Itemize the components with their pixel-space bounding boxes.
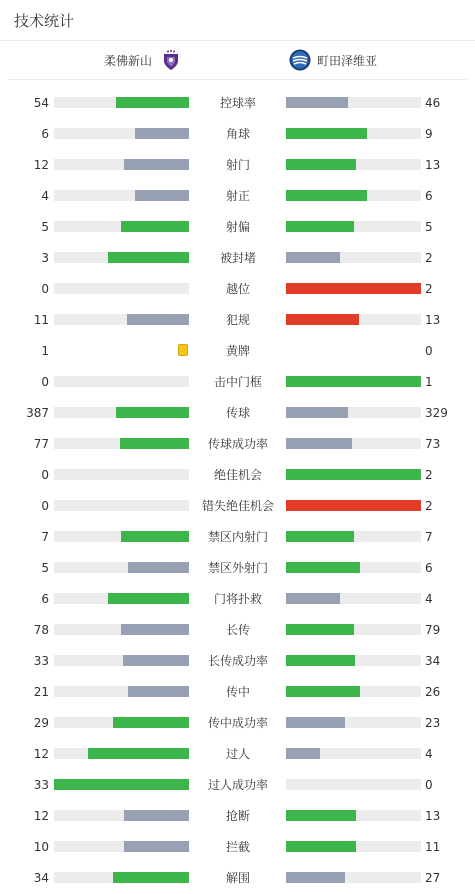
stat-row xyxy=(0,88,475,119)
away-bar-track xyxy=(286,283,421,294)
home-bar-track xyxy=(54,748,189,759)
page-title: 技术统计 xyxy=(14,11,75,30)
stat-row xyxy=(0,801,475,832)
home-value: 54 xyxy=(33,96,49,110)
yellow-card-icon xyxy=(178,344,188,356)
away-bar-fill xyxy=(286,748,320,759)
away-bar-fill xyxy=(286,624,354,635)
away-value: 27 xyxy=(425,871,441,885)
away-bar-track xyxy=(286,438,421,449)
home-value: 33 xyxy=(33,654,49,668)
home-bar-track xyxy=(54,407,189,418)
away-bar-track xyxy=(286,97,421,108)
home-value: 387 xyxy=(26,406,49,420)
home-value: 11 xyxy=(33,313,49,327)
away-value: 7 xyxy=(425,530,433,544)
away-bar-fill xyxy=(286,221,354,232)
home-bar-fill xyxy=(128,686,189,697)
away-bar-fill xyxy=(286,252,340,263)
away-value: 2 xyxy=(425,468,433,482)
home-bar-fill xyxy=(128,562,189,573)
home-bar-track xyxy=(54,128,189,139)
home-bar-track xyxy=(54,872,189,883)
home-bar-fill xyxy=(123,655,189,666)
home-bar-fill xyxy=(54,779,189,790)
home-bar-track xyxy=(54,97,189,108)
away-bar-track xyxy=(286,593,421,604)
away-team[interactable] xyxy=(289,41,377,79)
stat-label: 越位 xyxy=(225,282,250,296)
away-bar-track xyxy=(286,469,421,480)
away-bar-track xyxy=(286,624,421,635)
home-value: 1 xyxy=(41,344,49,358)
stat-label: 绝佳机会 xyxy=(213,468,262,482)
stat-row xyxy=(0,212,475,243)
home-value: 77 xyxy=(33,437,49,451)
stat-row xyxy=(0,243,475,274)
away-bar-track xyxy=(286,159,421,170)
home-bar-fill xyxy=(121,531,189,542)
stat-row xyxy=(0,584,475,615)
stat-label: 传球成功率 xyxy=(207,437,268,451)
home-team[interactable] xyxy=(104,41,182,79)
home-value: 0 xyxy=(41,468,49,482)
home-bar-track xyxy=(54,314,189,325)
home-bar-track xyxy=(54,500,189,511)
home-value: 12 xyxy=(33,158,49,172)
home-bar-fill xyxy=(127,314,189,325)
away-team-crest-icon xyxy=(289,49,311,71)
away-bar-fill xyxy=(286,407,348,418)
home-bar-fill xyxy=(135,190,189,201)
home-value: 4 xyxy=(41,189,49,203)
away-bar-track xyxy=(286,872,421,883)
stat-row xyxy=(0,150,475,181)
away-value: 23 xyxy=(425,716,441,730)
home-bar-fill xyxy=(108,593,189,604)
away-bar-fill xyxy=(286,376,421,387)
away-value: 2 xyxy=(425,282,433,296)
away-value: 6 xyxy=(425,561,433,575)
page-header xyxy=(0,0,475,41)
stat-row xyxy=(0,832,475,863)
home-bar-track xyxy=(54,252,189,263)
away-bar-fill xyxy=(286,593,340,604)
away-value: 79 xyxy=(425,623,441,637)
stat-label: 长传成功率 xyxy=(207,654,268,668)
home-bar-track xyxy=(54,159,189,170)
stat-label: 角球 xyxy=(225,127,250,141)
stat-row xyxy=(0,739,475,770)
home-bar-track xyxy=(54,779,189,790)
home-value: 0 xyxy=(41,375,49,389)
away-value: 46 xyxy=(425,96,441,110)
away-bar-track xyxy=(286,221,421,232)
stat-label: 击中门框 xyxy=(213,375,262,389)
stat-label: 拦截 xyxy=(225,840,250,854)
stat-label: 门将扑救 xyxy=(213,592,262,606)
home-bar-track xyxy=(54,841,189,852)
home-value: 7 xyxy=(41,530,49,544)
away-bar-fill xyxy=(286,872,345,883)
away-bar-track xyxy=(286,531,421,542)
home-value: 29 xyxy=(33,716,49,730)
away-value: 11 xyxy=(425,840,441,854)
away-bar-fill xyxy=(286,438,352,449)
stat-label: 禁区外射门 xyxy=(207,561,268,575)
home-bar-track xyxy=(54,717,189,728)
stat-row xyxy=(0,615,475,646)
stat-label: 长传 xyxy=(225,623,250,637)
home-value: 12 xyxy=(33,809,49,823)
stat-label: 犯规 xyxy=(225,313,250,327)
stat-row xyxy=(0,429,475,460)
stat-label: 控球率 xyxy=(219,96,256,110)
away-value: 13 xyxy=(425,313,441,327)
away-bar-track xyxy=(286,655,421,666)
away-bar-fill xyxy=(286,190,367,201)
home-bar-fill xyxy=(124,810,189,821)
stat-row xyxy=(0,336,475,367)
stats-list xyxy=(0,88,475,894)
away-value: 34 xyxy=(425,654,441,668)
home-value: 21 xyxy=(33,685,49,699)
teams-row xyxy=(8,41,467,80)
home-bar-track xyxy=(54,221,189,232)
away-team-name: 町田泽维亚 xyxy=(317,53,378,68)
stat-row xyxy=(0,770,475,801)
away-value: 9 xyxy=(425,127,433,141)
away-value: 0 xyxy=(425,344,433,358)
away-bar-fill xyxy=(286,283,421,294)
away-bar-fill xyxy=(286,686,360,697)
stat-row xyxy=(0,863,475,894)
home-value: 3 xyxy=(41,251,49,265)
home-value: 33 xyxy=(33,778,49,792)
stat-label: 射门 xyxy=(225,158,250,172)
away-bar-track xyxy=(286,748,421,759)
away-bar-track xyxy=(286,345,421,356)
home-value: 10 xyxy=(33,840,49,854)
away-value: 73 xyxy=(425,437,441,451)
stat-label: 被封堵 xyxy=(219,251,256,265)
home-bar-fill xyxy=(108,252,189,263)
stat-row xyxy=(0,553,475,584)
home-bar-track xyxy=(54,531,189,542)
home-value: 0 xyxy=(41,499,49,513)
home-bar-fill xyxy=(121,624,189,635)
away-bar-track xyxy=(286,407,421,418)
away-value: 6 xyxy=(425,189,433,203)
away-bar-fill xyxy=(286,531,354,542)
home-bar-track xyxy=(54,438,189,449)
away-value: 4 xyxy=(425,592,433,606)
home-value: 0 xyxy=(41,282,49,296)
away-bar-track xyxy=(286,686,421,697)
stat-row xyxy=(0,119,475,150)
away-bar-fill xyxy=(286,810,356,821)
home-bar-track xyxy=(54,283,189,294)
away-bar-fill xyxy=(286,314,359,325)
home-value: 6 xyxy=(41,592,49,606)
home-bar-fill xyxy=(120,438,189,449)
away-bar-track xyxy=(286,376,421,387)
away-bar-track xyxy=(286,841,421,852)
away-value: 4 xyxy=(425,747,433,761)
stat-row xyxy=(0,367,475,398)
stat-row xyxy=(0,181,475,212)
home-value: 12 xyxy=(33,747,49,761)
home-bar-fill xyxy=(116,97,189,108)
stat-row xyxy=(0,646,475,677)
home-bar-track xyxy=(54,469,189,480)
home-bar-fill xyxy=(124,159,189,170)
away-bar-fill xyxy=(286,562,360,573)
away-bar-track xyxy=(286,810,421,821)
stat-row xyxy=(0,708,475,739)
away-value: 5 xyxy=(425,220,433,234)
stat-label: 过人 xyxy=(225,747,250,761)
home-bar-fill xyxy=(116,407,189,418)
stat-label: 抢断 xyxy=(225,809,250,823)
home-bar-track xyxy=(54,810,189,821)
home-bar-fill xyxy=(121,221,189,232)
home-bar-track xyxy=(54,624,189,635)
away-bar-fill xyxy=(286,469,421,480)
stat-row xyxy=(0,305,475,336)
stat-row xyxy=(0,460,475,491)
home-bar-track xyxy=(54,593,189,604)
away-bar-fill xyxy=(286,655,355,666)
away-value: 26 xyxy=(425,685,441,699)
stat-row xyxy=(0,677,475,708)
home-bar-track xyxy=(54,655,189,666)
stat-label: 射正 xyxy=(225,189,250,203)
home-bar-fill xyxy=(135,128,189,139)
stat-label: 传中成功率 xyxy=(207,716,268,730)
away-bar-fill xyxy=(286,97,348,108)
home-bar-track xyxy=(54,190,189,201)
away-value: 13 xyxy=(425,158,441,172)
stat-row xyxy=(0,274,475,305)
away-value: 1 xyxy=(425,375,433,389)
away-bar-track xyxy=(286,500,421,511)
away-value: 13 xyxy=(425,809,441,823)
home-bar-fill xyxy=(88,748,189,759)
home-bar-fill xyxy=(113,717,189,728)
stat-row xyxy=(0,398,475,429)
away-bar-fill xyxy=(286,841,356,852)
away-value: 0 xyxy=(425,778,433,792)
home-bar-track xyxy=(54,345,189,356)
stat-row xyxy=(0,522,475,553)
home-value: 5 xyxy=(41,561,49,575)
home-bar-track xyxy=(54,686,189,697)
away-bar-fill xyxy=(286,128,367,139)
stat-label: 黄牌 xyxy=(225,344,250,358)
home-value: 6 xyxy=(41,127,49,141)
away-value: 2 xyxy=(425,499,433,513)
home-value: 5 xyxy=(41,220,49,234)
away-bar-track xyxy=(286,779,421,790)
home-bar-fill xyxy=(124,841,189,852)
stat-label: 传球 xyxy=(225,406,250,420)
home-bar-track xyxy=(54,562,189,573)
away-bar-fill xyxy=(286,159,356,170)
stat-label: 解围 xyxy=(225,871,250,885)
stat-label: 错失绝佳机会 xyxy=(201,499,274,513)
stat-label: 过人成功率 xyxy=(207,778,268,792)
away-bar-fill xyxy=(286,500,421,511)
home-value: 34 xyxy=(33,871,49,885)
away-value: 329 xyxy=(425,406,448,420)
away-bar-track xyxy=(286,128,421,139)
away-bar-track xyxy=(286,252,421,263)
home-bar-fill xyxy=(113,872,189,883)
home-team-crest-icon xyxy=(160,49,182,71)
away-bar-fill xyxy=(286,717,345,728)
stat-label: 射偏 xyxy=(225,220,250,234)
home-team-name: 柔佛新山 xyxy=(103,53,152,68)
stat-label: 传中 xyxy=(225,685,250,699)
away-bar-track xyxy=(286,562,421,573)
home-value: 78 xyxy=(33,623,49,637)
stat-row xyxy=(0,491,475,522)
stat-label: 禁区内射门 xyxy=(207,530,268,544)
away-bar-track xyxy=(286,717,421,728)
away-value: 2 xyxy=(425,251,433,265)
away-bar-track xyxy=(286,314,421,325)
away-bar-track xyxy=(286,190,421,201)
home-bar-track xyxy=(54,376,189,387)
